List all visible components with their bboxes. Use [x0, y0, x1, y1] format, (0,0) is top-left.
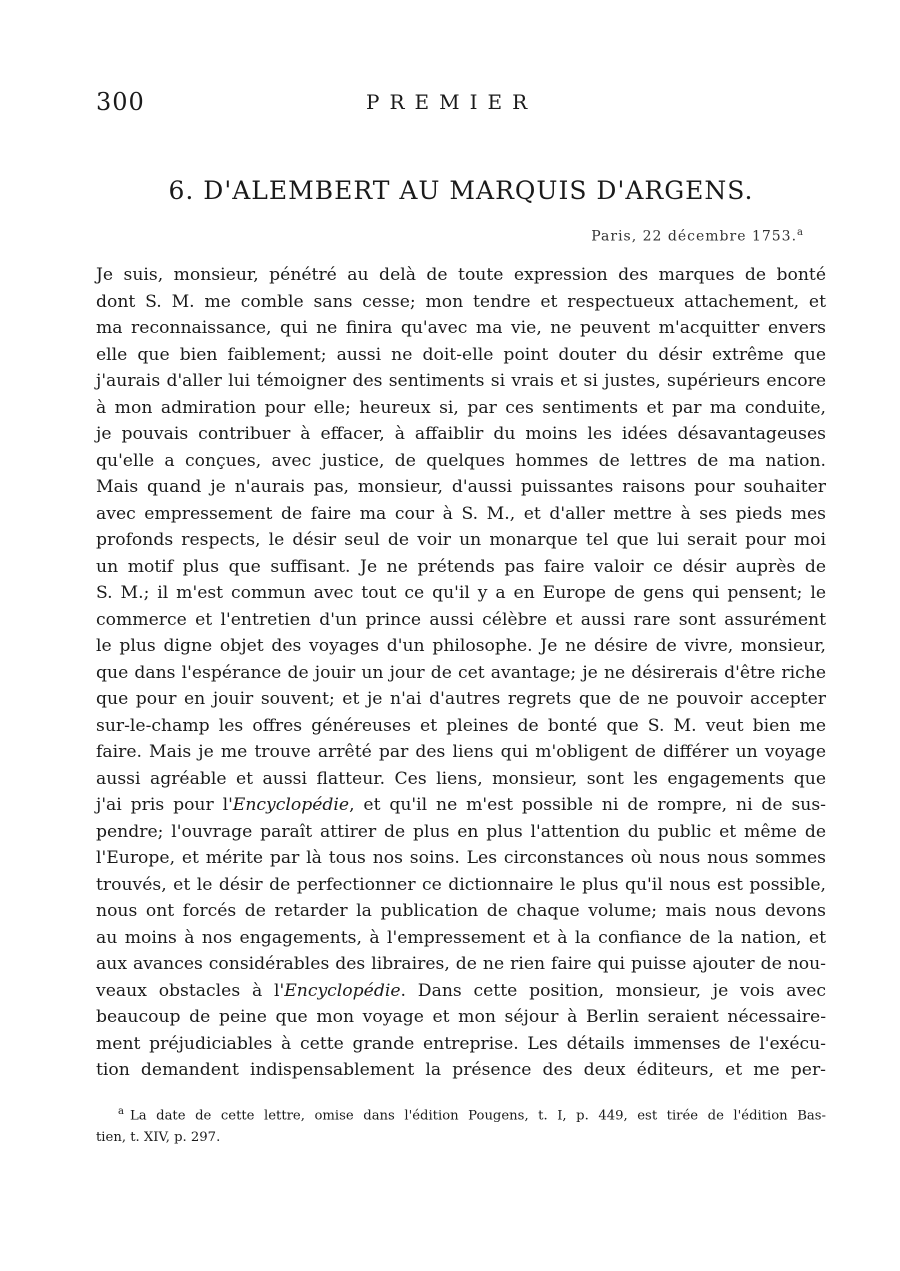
body-line: sur-le-champ les offres généreuses et pleines de bonté que S. M. veut bien me — [96, 715, 826, 736]
letter-body — [96, 262, 826, 1084]
running-head — [96, 88, 826, 118]
body-line: qu'elle a conçues, avec justice, de quelques hommes de lettres de ma nation. — [96, 450, 826, 471]
body-line: l'Europe, et mérite par là tous nos soins. Les circonstances où nous nous sommes — [96, 848, 826, 868]
page-number: 300 — [96, 88, 145, 116]
body-line: commerce et l'entretien d'un prince aussi célèbre et aussi rare sont assurément — [96, 609, 826, 630]
footnote-reference: a — [797, 227, 804, 238]
body-line: à mon admiration pour elle; heureux si, par ces sentiments et par ma conduite, — [96, 397, 826, 418]
body-line: beaucoup de peine que mon voyage et mon séjour à Berlin seraient nécessaire- — [96, 1007, 826, 1027]
italic-title: Encyclopédie — [284, 980, 401, 1001]
body-line: le plus digne objet des voyages d'un philosophe. Je ne désire de vivre, monsieur, — [96, 636, 826, 656]
body-line: profonds respects, le désir seul de voir un monarque tel que lui serait pour moi — [96, 530, 826, 550]
body-line: un motif plus que suffisant. Je ne prétends pas faire valoir ce désir auprès de — [96, 556, 826, 577]
dateline — [591, 227, 804, 245]
running-title: PREMIER — [366, 90, 538, 114]
body-line: pendre; l'ouvrage paraît attirer de plus en plus l'attention du public et même de — [96, 821, 826, 842]
body-line: S. M.; il m'est commun avec tout ce qu'il y a en Europe de gens qui pensent; le — [96, 583, 826, 603]
body-line: que pour en jouir souvent; et je n'ai d'autres regrets que de ne pouvoir accepter — [96, 689, 826, 709]
italic-title: Encyclopédie — [232, 795, 350, 815]
body-line: je pouvais contribuer à effacer, à affaiblir du moins les idées désavantageuses — [96, 424, 826, 444]
body-line: que dans l'espérance de jouir un jour de cet avantage; je ne désirerais d'être riche — [96, 662, 826, 683]
body-line: ment préjudiciables à cette grande entreprise. Les détails immenses de l'exécu- — [96, 1033, 826, 1054]
body-line: ma reconnaissance, qui ne finira qu'avec ma vie, ne peuvent m'acquitter envers — [96, 318, 826, 338]
body-line: avec empressement de faire ma cour à S. M., et d'aller mettre à ses pieds mes — [96, 503, 826, 524]
body-line: aux avances considérables des libraires, de ne rien faire qui puisse ajouter de nou- — [96, 954, 826, 974]
body-line: aussi agréable et aussi flatteur. Ces liens, monsieur, sont les engagements que — [96, 768, 826, 789]
body-line: tion demandent indispensablement la présence des deux éditeurs, et me per- — [96, 1060, 826, 1080]
body-line: au moins à nos engagements, à l'empressement et à la confiance de la nation, et — [96, 927, 826, 948]
body-line: trouvés, et le désir de perfectionner ce dictionnaire le plus qu'il nous est possible, — [96, 874, 826, 895]
letter-heading: 6. D'ALEMBERT AU MARQUIS D'ARGENS. — [168, 176, 754, 205]
footnote — [96, 1101, 826, 1149]
footnote-line: tien, t. XIV, p. 297. — [96, 1130, 221, 1146]
body-line: veaux obstacles à l'Encyclopédie. Dans cette position, monsieur, je vois avec — [96, 980, 826, 1001]
footnote-line: $^a$ La date de cette lettre, omise dans l'édition Pougens, t. I, p. 449, est tirée de l'édition Bas- — [118, 1106, 826, 1124]
body-line: j'ai pris pour l'Encyclopédie, et qu'il ne m'est possible ni de rompre, ni de sus- — [96, 795, 826, 815]
body-line: faire. Mais je me trouve arrêté par des liens qui m'obligent de différer un voyage — [96, 742, 826, 762]
body-line: elle que bien faiblement; aussi ne doit-elle point douter du désir extrême que — [96, 344, 826, 365]
body-line: Je suis, monsieur, pénétré au delà de toute expression des marques de bonté — [96, 265, 826, 285]
footnote-mark: a — [118, 1106, 124, 1117]
body-line: Mais quand je n'aurais pas, monsieur, d'aussi puissantes raisons pour souhaiter — [96, 477, 826, 497]
dateline-text: Paris, 22 décembre 1753. — [591, 228, 798, 245]
body-line: dont S. M. me comble sans cesse; mon tendre et respectueux attachement, et — [96, 291, 826, 312]
body-line: nous ont forcés de retarder la publication de chaque volume; mais nous devons — [96, 901, 826, 921]
body-line: j'aurais d'aller lui témoigner des sentiments si vrais et si justes, supérieurs encore — [96, 371, 826, 391]
